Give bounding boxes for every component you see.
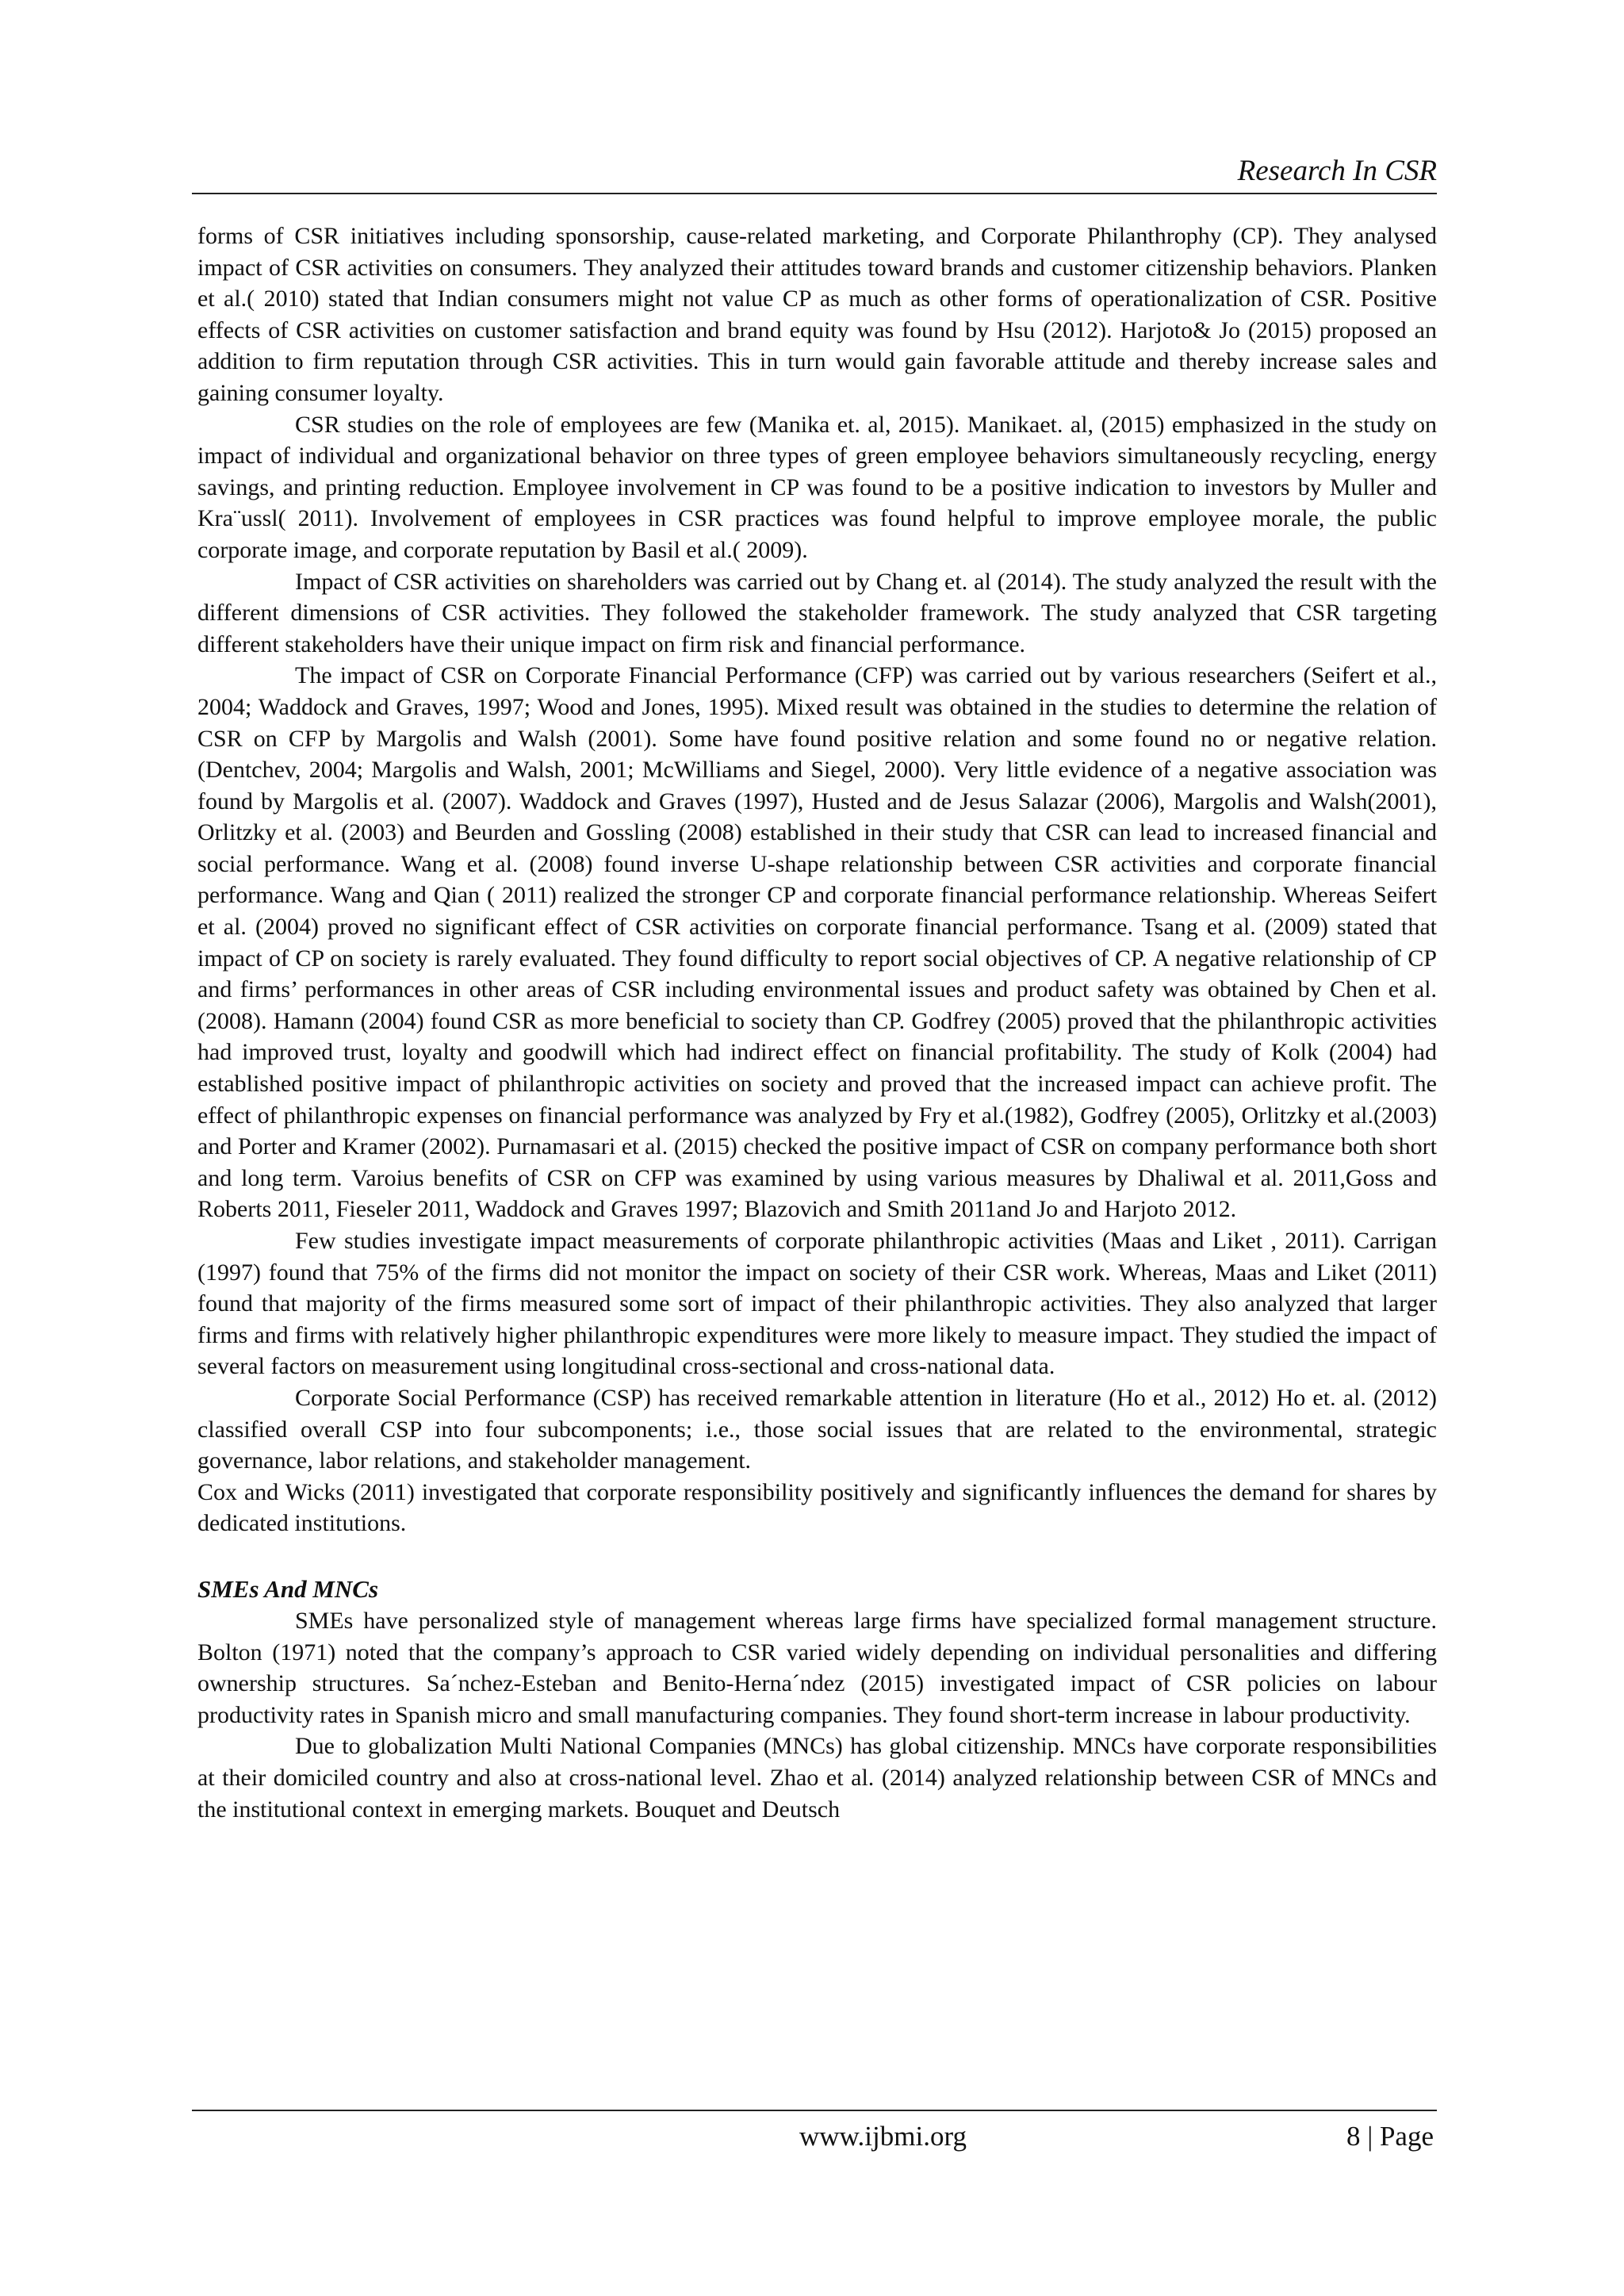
section-heading: SMEs And MNCs <box>197 1574 379 1603</box>
paragraph-mncs: Due to globalization Multi National Companies (MNCs) has global citizenship. MNCs have corporate responsibilities at their domiciled country and also at cross-national level. Zhao et al. (2014) analyzed relationship between CSR of MNCs and the institutional context in emerging markets. Bouquet and Deutsch <box>197 1733 1437 1823</box>
footer-page-number: 8 | Page <box>1346 2121 1434 2152</box>
paragraph-institutions: Cox and Wicks (2011) investigated that corporate responsibility positively and significantly influences the demand for shares by dedicated institutions. <box>197 1478 1437 1537</box>
paragraph-financial-performance: The impact of CSR on Corporate Financial Performance (CFP) was carried out by various researchers (Seifert et al., 2004; Waddock and Graves, 1997; Wood and Jones, 1995). Mixed result was obtained in the studies to determine the relation of CSR on CFP by Margolis and Walsh (2001). Some have found positive relation and some found no or negative relation. (Dentchev, 2004; Margolis and Walsh, 2001; McWilliams and Siegel, 2000). Very little evidence of a negative association was found by Margolis et al. (2007). Waddock and Graves (1997), Husted and de Jesus Salazar (2006), Margolis and Walsh(2001), Orlitzky et al. (2003) and Beurden and Gossling (2008) established in their study that CSR can lead to increased financial and social performance. Wang et al. (2008) found inverse U-shape relationship between CSR activities and corporate financial performance. Wang and Qian ( 2011) realized the stronger CP and corporate financial performance relationship. Whereas Seifert et al. (2004) proved no significant effect of CSR activities on corporate financial performance. Tsang et al. (2009) stated that impact of CP on society is rarely evaluated. They found difficulty to report social objectives of CP. A negative relationship of CP and firms’ performances in other areas of CSR including environmental issues and product safety was obtained by Chen et al. (2008). Hamann (2004) found CSR as more beneficial to society than CP. Godfrey (2005) proved that the philanthropic activities had improved trust, loyalty and goodwill which had indirect effect on financial profitability. The study of Kolk (2004) had established positive impact of philanthropic activities on society and proved that the increased impact can achieve profit. The effect of philanthropic expenses on financial performance was analyzed by Fry et al.(1982), Godfrey (2005), Orlitzky et al.(2003) and Porter and Kramer (2002). Purnamasari et al. (2015) checked the positive impact of CSR on company performance both short and long term. Varoius benefits of CSR on CFP was examined by using various measures by Dhaliwal et al. 2011,Goss and Roberts 2011, Fieseler 2011, Waddock and Graves 1997; Blazovich and Smith 2011and Jo and Harjoto 2012. <box>197 662 1437 1223</box>
header-rule <box>192 193 1437 194</box>
paragraph-csp: Corporate Social Performance (CSP) has received remarkable attention in literature (Ho et al., 2012) Ho et. al. (2012) classified overall CSP into four subcomponents; i.e., those social issues that are related to the environmental, strategic governance, labor relations, and stakeholder management. <box>197 1384 1437 1474</box>
body-text <box>197 220 1437 1825</box>
paragraph-employees: CSR studies on the role of employees are few (Manika et. al, 2015). Manikaet. al, (2015) emphasized in the study on impact of individual and organizational behavior on three types of green employee behaviors simultaneously recycling, energy savings, and printing reduction. Employee involvement in CP was found to be a positive indication to investors by Muller and Kra¨ussl( 2011). Involvement of employees in CSR practices was found helpful to improve employee morale, the public corporate image, and corporate reputation by Basil et al.( 2009). <box>197 411 1437 563</box>
running-header-title: Research In CSR <box>1237 155 1437 187</box>
paragraph-consumers: forms of CSR initiatives including sponsorship, cause-related marketing, and Corporate Philanthrophy (CP). They analysed impact of CSR activities on consumers. They analyzed their attitudes toward brands and customer citizenship behaviors. Planken et al.( 2010) stated that Indian consumers might not value CP as much as other forms of operationalization of CSR. Positive effects of CSR activities on customer satisfaction and brand equity was found by Hsu (2012). Harjoto& Jo (2015) proposed an addition to firm reputation through CSR activities. This in turn would gain favorable attitude and thereby increase sales and gaining consumer loyalty. <box>197 223 1437 406</box>
paragraph-shareholders: Impact of CSR activities on shareholders was carried out by Chang et. al (2014). The study analyzed the result with the different dimensions of CSR activities. They followed the stakeholder framework. The study analyzed that CSR targeting different stakeholders have their unique impact on firm risk and financial performance. <box>197 568 1437 657</box>
paragraph-smes: SMEs have personalized style of management whereas large firms have specialized formal management structure. Bolton (1971) noted that the company’s approach to CSR varied widely depending on individual personalities and differing ownership structures. Sa´nchez-Esteban and Benito-Herna´ndez (2015) investigated impact of CSR policies on labour productivity rates in Spanish micro and small manufacturing companies. They found short-term increase in labour productivity. <box>197 1607 1437 1728</box>
paragraph-impact-measurement: Few studies investigate impact measurements of corporate philanthropic activities (Maas and Liket , 2011). Carrigan (1997) found that 75% of the firms did not monitor the impact on society of their CSR work. Whereas, Maas and Liket (2011) found that majority of the firms measured some sort of impact of their philanthropic activities. They also analyzed that larger firms and firms with relatively higher philanthropic expenditures were more likely to measure impact. They studied the impact of several factors on measurement using longitudinal cross-sectional and cross-national data. <box>197 1228 1437 1380</box>
footer-rule <box>192 2110 1437 2111</box>
footer-website-link[interactable]: www.ijbmi.org <box>799 2121 967 2152</box>
